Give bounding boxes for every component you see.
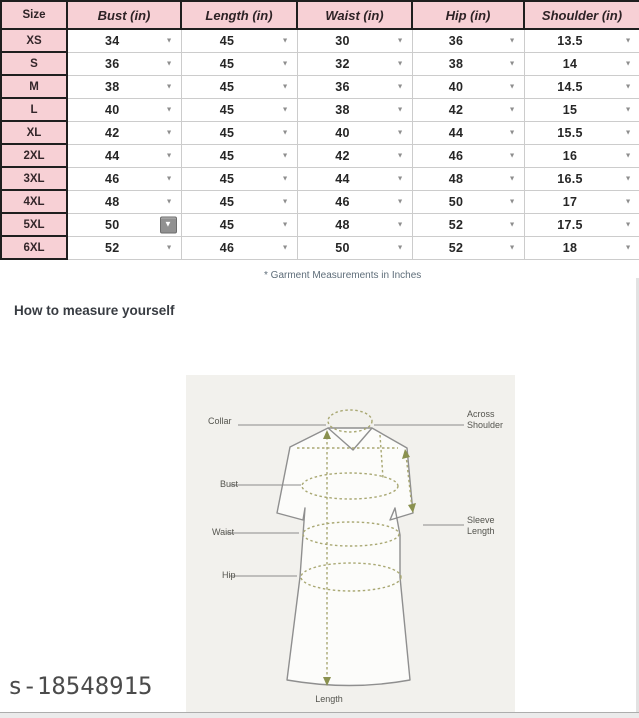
length-label: Length	[315, 694, 343, 704]
measurement-footnote: * Garment Measurements in Inches	[264, 270, 422, 281]
dropdown-caret-icon[interactable]: ▼	[508, 152, 516, 159]
measurement-dropdown-cell[interactable]	[181, 213, 297, 236]
size-label-l: L	[1, 98, 67, 121]
dropdown-caret-icon[interactable]: ▼	[281, 37, 289, 45]
measurement-dropdown-cell[interactable]	[67, 236, 181, 259]
measurement-value: 45	[219, 217, 235, 232]
measurement-value: 44	[448, 125, 464, 140]
measurement-dropdown-cell[interactable]	[297, 213, 412, 236]
dropdown-caret-icon[interactable]: ▼	[165, 152, 173, 159]
dropdown-caret-icon[interactable]: ▼	[508, 198, 516, 205]
measurement-value: 45	[219, 56, 235, 71]
measurement-value: 40	[448, 79, 464, 94]
dropdown-caret-icon[interactable]: ▼	[508, 221, 516, 228]
size-label-2xl: 2XL	[1, 144, 67, 167]
dropdown-caret-icon[interactable]: ▼	[281, 60, 289, 67]
dropdown-caret-icon[interactable]: ▼	[624, 83, 632, 90]
how-to-measure-heading: How to measure yourself	[14, 303, 175, 318]
measurement-dropdown-cell[interactable]	[412, 190, 524, 213]
table-row	[1, 144, 639, 167]
dropdown-caret-icon[interactable]: ▼	[281, 175, 289, 182]
dropdown-caret-icon[interactable]: ▼	[624, 37, 632, 45]
measurement-value: 52	[448, 217, 464, 232]
size-label-s: S	[1, 52, 67, 75]
measurement-dropdown-cell[interactable]	[67, 75, 181, 98]
table-row	[1, 167, 639, 190]
measurement-value: 32	[335, 56, 350, 71]
dropdown-caret-icon[interactable]: ▼	[624, 60, 632, 67]
size-label-3xl: 3XL	[1, 167, 67, 190]
measurement-value: 34	[104, 33, 120, 48]
measurement-value: 36	[104, 56, 120, 71]
measurement-value: 52	[104, 240, 120, 255]
dropdown-caret-icon[interactable]: ▼	[281, 152, 289, 159]
measurement-value: 14	[562, 56, 578, 71]
measurement-value: 38	[104, 79, 120, 94]
dropdown-caret-icon[interactable]: ▼	[624, 129, 632, 136]
measurement-value: 45	[219, 194, 235, 209]
measurement-dropdown-cell[interactable]	[524, 52, 639, 75]
measurement-value: 42	[448, 102, 464, 117]
measurement-value: 16.5	[557, 171, 583, 186]
measurement-dropdown-cell[interactable]	[412, 98, 524, 121]
measurement-value: 15.5	[557, 125, 583, 140]
measurement-value: 45	[219, 125, 235, 140]
garment-illustration	[186, 375, 515, 712]
size-table-body	[1, 29, 639, 259]
dropdown-caret-icon[interactable]: ▼	[396, 129, 404, 136]
dropdown-caret-icon[interactable]: ▼	[165, 175, 173, 182]
measurement-dropdown-cell[interactable]	[524, 236, 639, 259]
collar-label: Collar	[208, 416, 232, 426]
dropdown-caret-icon[interactable]: ▼	[624, 106, 632, 113]
table-row	[1, 29, 639, 52]
measurement-value: 46	[219, 240, 235, 255]
measurement-value: 50	[448, 194, 464, 209]
measurement-dropdown-cell[interactable]	[412, 213, 524, 236]
table-header-row	[1, 1, 639, 29]
dropdown-caret-icon[interactable]: ▼	[624, 175, 632, 182]
measurement-dropdown-cell[interactable]	[412, 29, 524, 52]
measurement-dropdown-cell[interactable]	[524, 167, 639, 190]
measurement-value: 16	[562, 148, 578, 163]
measurement-value: 14.5	[557, 79, 583, 94]
measurement-value: 42	[335, 148, 350, 163]
measurement-dropdown-cell[interactable]	[297, 121, 412, 144]
measurement-value: 46	[448, 148, 464, 163]
measurement-dropdown-cell[interactable]	[67, 52, 181, 75]
dropdown-caret-icon[interactable]: ▼	[281, 106, 289, 113]
table-row	[1, 121, 639, 144]
table-row	[1, 52, 639, 75]
size-chart-table	[0, 0, 639, 260]
dropdown-caret-icon[interactable]: ▼	[396, 198, 404, 205]
dropdown-caret-icon[interactable]: ▼	[508, 244, 516, 251]
measurement-value: 15	[562, 102, 578, 117]
dropdown-caret-icon[interactable]: ▼	[165, 60, 173, 67]
table-row	[1, 213, 639, 236]
measurement-dropdown-cell[interactable]	[524, 121, 639, 144]
measurement-value: 46	[104, 171, 120, 186]
size-label-xl: XL	[1, 121, 67, 144]
measurement-value: 38	[448, 56, 464, 71]
measurement-dropdown-cell[interactable]	[524, 213, 639, 236]
measurement-value: 45	[219, 33, 235, 48]
measurement-value: 48	[448, 171, 464, 186]
measurement-dropdown-cell[interactable]	[181, 144, 297, 167]
dropdown-caret-icon[interactable]: ▼	[396, 221, 404, 228]
dropdown-caret-icon[interactable]: ▼	[396, 60, 404, 67]
bottom-edge-strip	[0, 712, 639, 718]
dropdown-caret-icon[interactable]: ▼	[624, 221, 632, 228]
column-header-hip: Hip (in)	[412, 1, 524, 29]
dropdown-caret-icon[interactable]: ▼	[396, 175, 404, 182]
garment-outline	[277, 428, 413, 686]
dropdown-caret-icon[interactable]: ▼	[281, 244, 289, 251]
dropdown-caret-icon[interactable]: ▼	[396, 106, 404, 113]
measurement-dropdown-cell[interactable]	[412, 121, 524, 144]
measurement-value: 40	[335, 125, 350, 140]
measurement-value: 50	[104, 217, 120, 232]
measurement-dropdown-cell[interactable]	[181, 167, 297, 190]
size-label-m: M	[1, 75, 67, 98]
measurement-dropdown-cell[interactable]	[524, 29, 639, 52]
measurement-dropdown-cell[interactable]	[181, 29, 297, 52]
measurement-value: 18	[562, 240, 578, 255]
measurement-dropdown-cell[interactable]	[297, 52, 412, 75]
measurement-dropdown-cell[interactable]	[412, 75, 524, 98]
dropdown-caret-icon[interactable]: ▼	[165, 129, 173, 136]
active-dropdown-button[interactable]: ▼	[160, 216, 177, 233]
measurement-value: 45	[219, 79, 235, 94]
measurement-value: 45	[219, 148, 235, 163]
measurement-value: 45	[219, 171, 235, 186]
measurement-value: 52	[448, 240, 464, 255]
bust-label: Bust	[220, 479, 239, 489]
measurement-dropdown-cell[interactable]	[297, 236, 412, 259]
waist-label: Waist	[212, 527, 235, 537]
measurement-dropdown-cell[interactable]	[67, 98, 181, 121]
measurement-value: 46	[335, 194, 350, 209]
measurement-value: 40	[104, 102, 120, 117]
column-header-length: Length (in)	[181, 1, 297, 29]
measurement-value: 30	[335, 33, 350, 48]
table-row	[1, 75, 639, 98]
measurement-value: 44	[335, 171, 350, 186]
dropdown-caret-icon[interactable]: ▼	[396, 152, 404, 159]
table-row	[1, 98, 639, 121]
dropdown-caret-icon[interactable]: ▼	[165, 83, 173, 90]
measurement-dropdown-cell[interactable]	[297, 144, 412, 167]
measurement-dropdown-cell[interactable]	[297, 167, 412, 190]
dropdown-caret-icon[interactable]: ▼	[508, 83, 516, 90]
measurement-dropdown-cell[interactable]	[181, 121, 297, 144]
column-header-size: Size	[1, 1, 67, 29]
measurement-dropdown-cell[interactable]	[67, 213, 181, 236]
dropdown-caret-icon[interactable]: ▼	[165, 106, 173, 113]
size-label-xs: XS	[1, 29, 67, 52]
dropdown-caret-icon[interactable]: ▼	[624, 198, 632, 205]
dropdown-caret-icon[interactable]: ▼	[624, 152, 632, 159]
measurement-dropdown-cell[interactable]	[297, 75, 412, 98]
measurement-value: 36	[448, 33, 464, 48]
dropdown-caret-icon[interactable]: ▼	[165, 37, 173, 45]
dropdown-caret-icon[interactable]: ▼	[508, 175, 516, 182]
measurement-value: 17.5	[557, 217, 583, 232]
measurement-dropdown-cell[interactable]	[181, 236, 297, 259]
measurement-dropdown-cell[interactable]	[412, 167, 524, 190]
measurement-dropdown-cell[interactable]	[524, 144, 639, 167]
measurement-value: 50	[335, 240, 350, 255]
measurement-dropdown-cell[interactable]	[67, 29, 181, 52]
hip-label: Hip	[222, 570, 236, 580]
table-row	[1, 190, 639, 213]
dropdown-caret-icon[interactable]: ▼	[281, 198, 289, 205]
measurement-dropdown-cell[interactable]	[297, 190, 412, 213]
measurement-value: 36	[335, 79, 350, 94]
measurement-dropdown-cell[interactable]	[67, 190, 181, 213]
measurement-diagram	[186, 375, 515, 712]
dropdown-caret-icon[interactable]: ▼	[624, 244, 632, 251]
measurement-dropdown-cell[interactable]	[67, 121, 181, 144]
sleeve-length-label: Sleeve Length	[467, 515, 495, 536]
measurement-value: 48	[104, 194, 120, 209]
dropdown-caret-icon[interactable]: ▼	[281, 129, 289, 136]
measurement-value: 45	[219, 102, 235, 117]
measurement-dropdown-cell[interactable]	[412, 52, 524, 75]
measurement-dropdown-cell[interactable]	[524, 98, 639, 121]
dropdown-caret-icon[interactable]: ▼	[165, 244, 173, 251]
measurement-value: 48	[335, 217, 350, 232]
dropdown-caret-icon[interactable]: ▼	[165, 198, 173, 205]
dropdown-caret-icon[interactable]: ▼	[396, 37, 404, 45]
dropdown-caret-icon[interactable]: ▼	[396, 83, 404, 90]
dropdown-caret-icon[interactable]: ▼	[508, 60, 516, 67]
dropdown-caret-icon[interactable]: ▼	[508, 37, 516, 45]
measurement-dropdown-cell[interactable]	[181, 52, 297, 75]
across-shoulder-label: Across Shoulder	[467, 409, 504, 430]
measurement-dropdown-cell[interactable]	[297, 98, 412, 121]
column-header-shoulder: Shoulder (in)	[524, 1, 639, 29]
dropdown-caret-icon[interactable]: ▼	[281, 83, 289, 90]
measurement-dropdown-cell[interactable]	[412, 144, 524, 167]
table-row	[1, 236, 639, 259]
watermark-id: s-18548915	[8, 672, 153, 700]
measurement-value: 42	[104, 125, 120, 140]
measurement-value: 44	[104, 148, 120, 163]
dropdown-caret-icon[interactable]: ▼	[508, 106, 516, 113]
size-label-4xl: 4XL	[1, 190, 67, 213]
size-label-6xl: 6XL	[1, 236, 67, 259]
measurement-dropdown-cell[interactable]	[181, 75, 297, 98]
measurement-dropdown-cell[interactable]	[67, 144, 181, 167]
measurement-dropdown-cell[interactable]	[412, 236, 524, 259]
measurement-dropdown-cell[interactable]	[181, 190, 297, 213]
measurement-dropdown-cell[interactable]	[67, 167, 181, 190]
measurement-dropdown-cell[interactable]	[524, 190, 639, 213]
measurement-value: 17	[562, 194, 578, 209]
dropdown-caret-icon[interactable]: ▼	[508, 129, 516, 136]
measurement-dropdown-cell[interactable]	[297, 29, 412, 52]
size-label-5xl: 5XL	[1, 213, 67, 236]
measurement-dropdown-cell[interactable]	[181, 98, 297, 121]
measurement-value: 38	[335, 102, 350, 117]
dropdown-caret-icon[interactable]: ▼	[281, 221, 289, 228]
column-header-bust: Bust (in)	[67, 1, 181, 29]
dropdown-caret-icon[interactable]: ▼	[396, 244, 404, 251]
column-header-waist: Waist (in)	[297, 1, 412, 29]
measurement-dropdown-cell[interactable]	[524, 75, 639, 98]
measurement-value: 13.5	[557, 33, 583, 48]
